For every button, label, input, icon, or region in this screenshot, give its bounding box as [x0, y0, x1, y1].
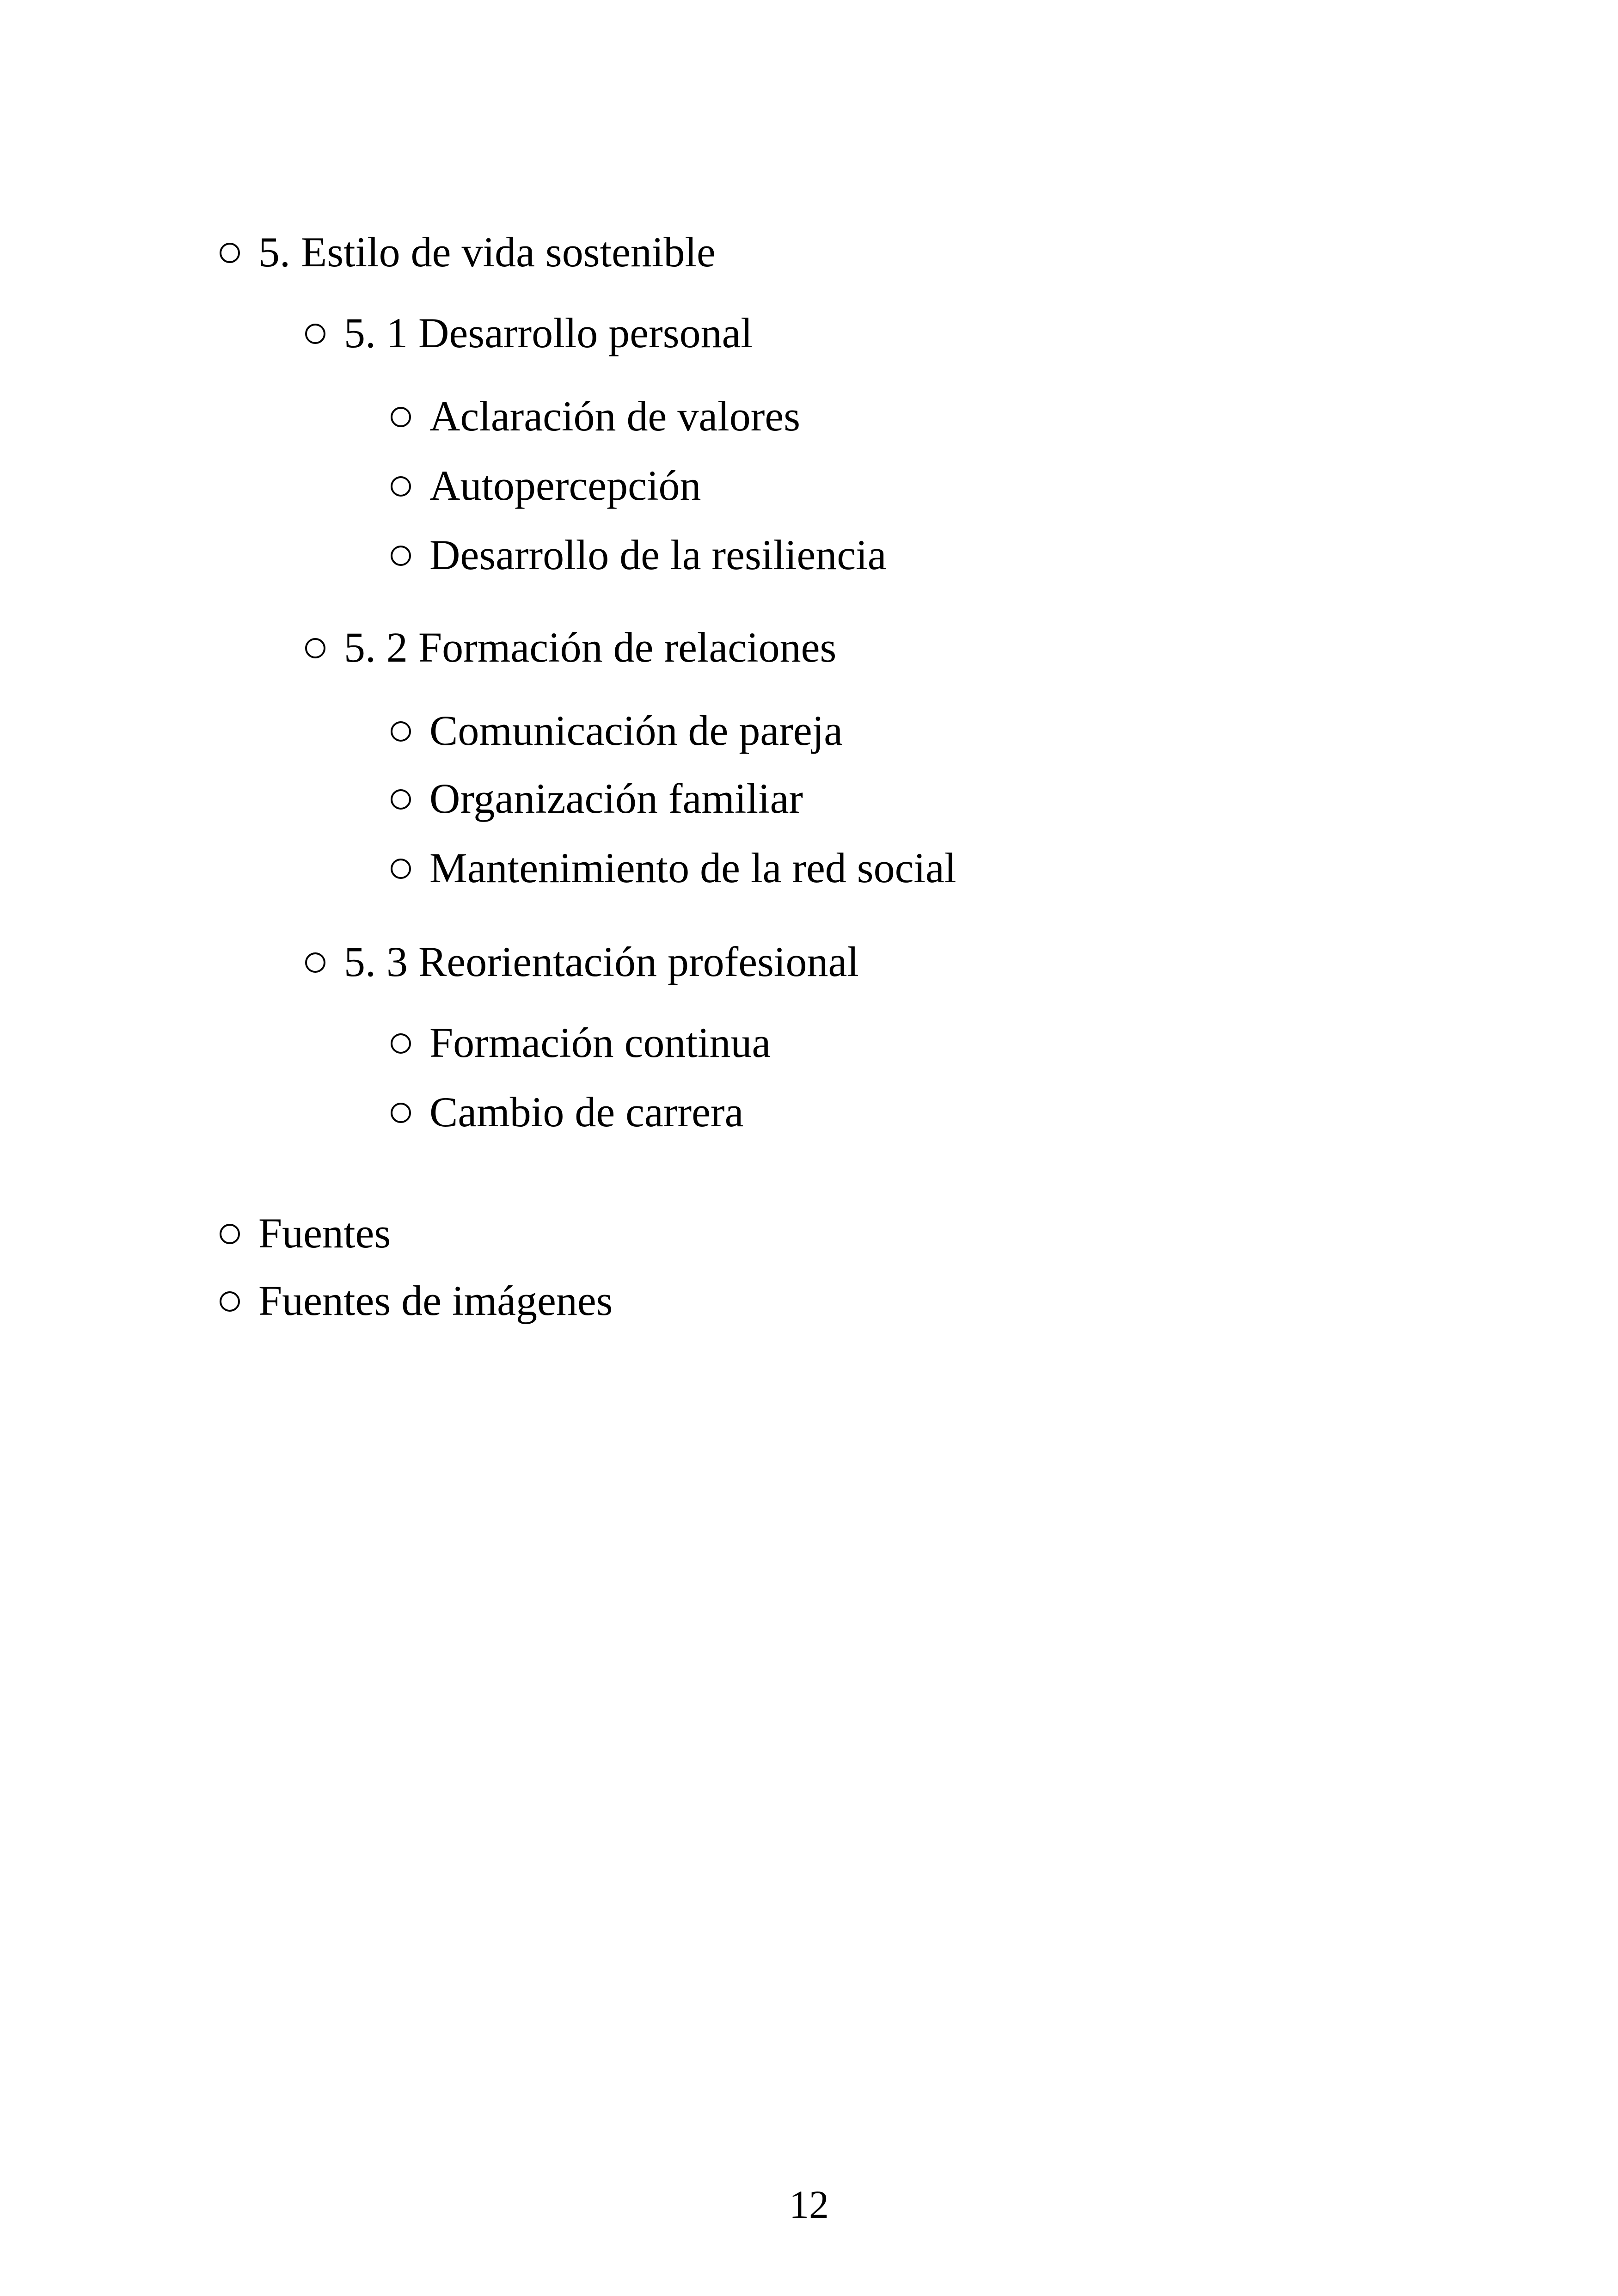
toc-entry-label: Desarrollo de la resiliencia	[429, 531, 887, 578]
toc-entry-label: Cambio de carrera	[429, 1088, 744, 1136]
toc-entry-label: Mantenimiento de la red social	[429, 844, 956, 891]
circle-bullet-icon	[391, 546, 411, 566]
circle-bullet-icon	[305, 638, 325, 658]
toc-entry-item	[391, 391, 800, 442]
circle-bullet-icon	[220, 1224, 240, 1244]
toc-entry-label: Organización familiar	[429, 775, 803, 822]
circle-bullet-icon	[391, 789, 411, 810]
toc-entry-label: 5. 1 Desarrollo personal	[344, 309, 753, 356]
toc-entry-label: 5. Estilo de vida sostenible	[258, 228, 716, 276]
circle-bullet-icon	[391, 721, 411, 742]
toc-entry-item	[391, 460, 701, 511]
circle-bullet-icon	[391, 1103, 411, 1123]
circle-bullet-icon	[391, 859, 411, 879]
circle-bullet-icon	[391, 1033, 411, 1054]
toc-entry-label: Fuentes	[258, 1209, 391, 1257]
toc-entry-item	[391, 705, 843, 756]
circle-bullet-icon	[391, 407, 411, 427]
toc-entry-item	[391, 1087, 743, 1137]
toc-entry-section-5	[220, 227, 716, 277]
toc-entry-section-5-3	[305, 936, 859, 987]
toc-entry-label: 5. 2 Formación de relaciones	[344, 624, 837, 671]
toc-entry-fuentes	[220, 1208, 391, 1259]
toc-entry-item	[391, 773, 803, 824]
circle-bullet-icon	[305, 324, 325, 344]
toc-entry-label: Aclaración de valores	[429, 393, 801, 440]
toc-entry-section-5-2	[305, 622, 836, 673]
circle-bullet-icon	[220, 243, 240, 263]
toc-entry-label: Formación continua	[429, 1019, 771, 1066]
toc-entry-section-5-1	[305, 307, 753, 358]
toc-entry-fuentes-imagenes	[220, 1275, 613, 1326]
toc-entry-label: Comunicación de pareja	[429, 707, 843, 754]
toc-entry-label: Fuentes de imágenes	[258, 1277, 613, 1324]
page-number: 12	[789, 2182, 829, 2227]
toc-entry-label: Autopercepción	[429, 462, 701, 509]
toc-entry-item	[391, 529, 887, 580]
circle-bullet-icon	[391, 476, 411, 497]
toc-entry-item	[391, 842, 956, 893]
toc-entry-item	[391, 1017, 771, 1068]
toc-entry-label: 5. 3 Reorientación profesional	[344, 938, 859, 985]
circle-bullet-icon	[305, 952, 325, 973]
circle-bullet-icon	[220, 1291, 240, 1312]
